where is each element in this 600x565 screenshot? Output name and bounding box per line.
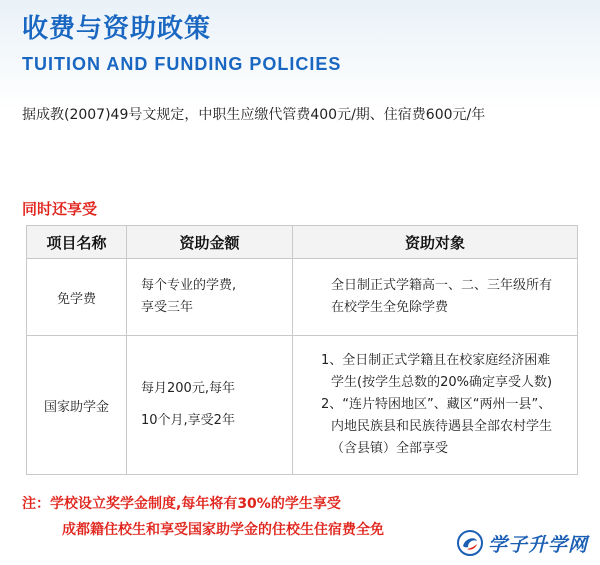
row-name: 免学费: [27, 259, 127, 336]
row-name: 国家助学金: [27, 336, 127, 475]
swirl-logo-icon: [456, 529, 484, 557]
target-line: 2、“连片特困地区”、藏区“两州一县”、: [321, 397, 552, 412]
enjoy-heading: 同时还享受: [22, 200, 98, 218]
header-target: 资助对象: [293, 226, 578, 259]
funding-table: [26, 225, 578, 475]
amount-line: 10个月,享受2年: [141, 413, 235, 428]
title-cn: 收费与资助政策: [22, 14, 212, 44]
table-row: [27, 336, 578, 475]
amount-line: 每月200元,每年: [141, 381, 235, 396]
amount-line: 享受三年: [141, 300, 194, 315]
header-amount: 资助金额: [127, 226, 293, 259]
title-en: TUITION AND FUNDING POLICIES: [22, 54, 342, 74]
policy-text: 据成教(2007)49号文规定，中职生应缴代管费400元/期、住宿费600元/年: [22, 107, 486, 123]
target-line: 全日制正式学籍高一、二、三年级所有: [331, 278, 553, 293]
amount-line: 每个专业的学费,: [141, 278, 237, 293]
row-target: [293, 336, 578, 475]
header-project-name: 项目名称: [27, 226, 127, 259]
target-line: 1、全日制正式学籍且在校家庭经济困难: [321, 353, 551, 368]
note-line-2: 成都籍住校生和享受国家助学金的住校生住宿费全免: [62, 522, 384, 538]
target-line: （含县镇）全部享受: [331, 441, 449, 456]
row-target: [293, 259, 578, 336]
watermark-text: 学子升学网: [487, 533, 588, 556]
target-line: 在校学生全免除学费: [331, 300, 449, 315]
note-line-1: 注：学校设立奖学金制度,每年将有30%的学生享受: [22, 496, 341, 512]
watermark: [452, 527, 594, 559]
target-line: 学生(按学生总数的20%确定享受人数): [331, 375, 553, 390]
row-amount: [127, 336, 293, 475]
target-line: 内地民族县和民族待遇县全部农村学生: [331, 419, 553, 434]
table-row: [27, 259, 578, 336]
row-amount: [127, 259, 293, 336]
table-header-row: [27, 226, 578, 259]
